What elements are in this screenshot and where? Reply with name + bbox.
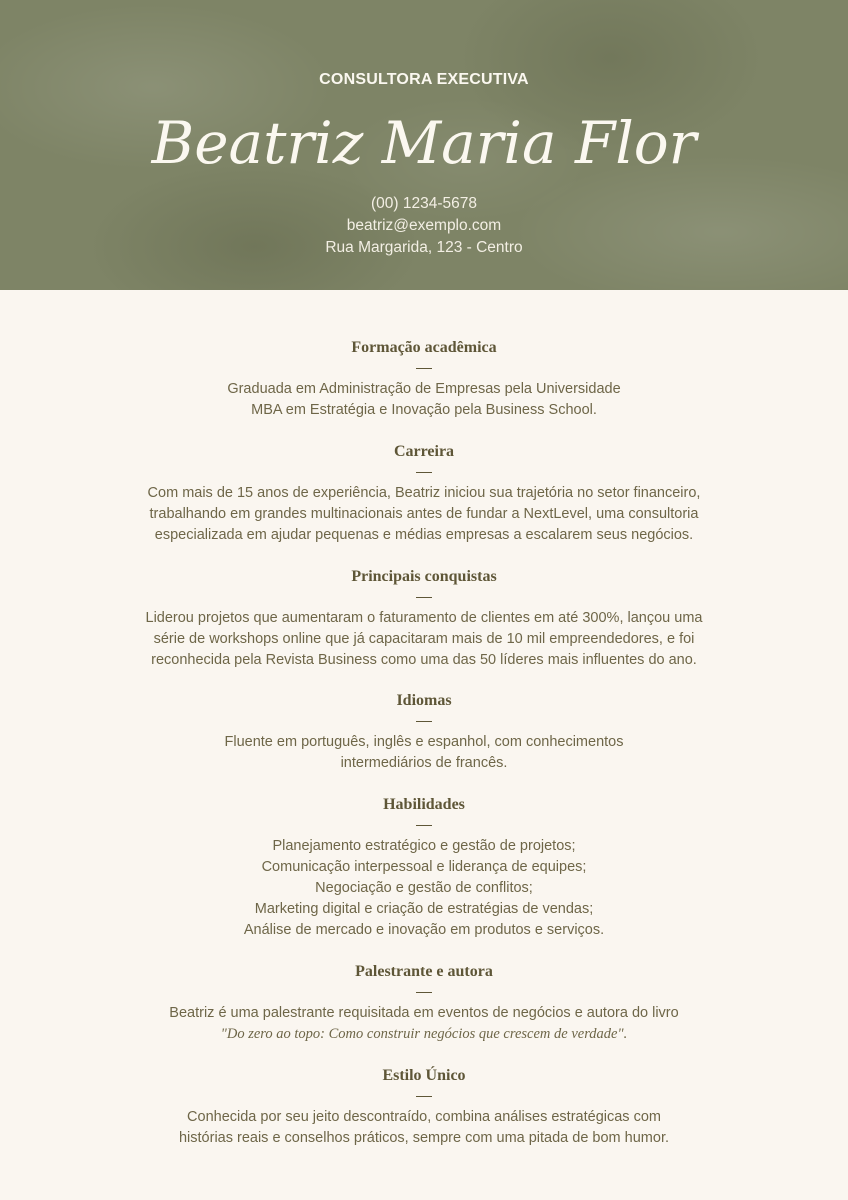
text-line: Planejamento estratégico e gestão de projetos; — [272, 838, 576, 854]
section-divider — [416, 472, 432, 473]
text-line: Fluente em português, inglês e espanhol, com conhecimentos — [224, 734, 624, 750]
section-title: Habilidades — [383, 796, 465, 813]
contact-info — [0, 193, 848, 259]
text-line: Comunicação interpessoal e liderança de equipes; — [261, 859, 587, 875]
section-text — [104, 1003, 744, 1045]
text-line: MBA em Estratégia e Inovação pela Business School. — [251, 402, 597, 418]
section-divider — [416, 368, 432, 369]
text-line: especializada em ajudar pequenas e médias empresas a escalarem seus negócios. — [154, 527, 694, 543]
section-divider — [416, 721, 432, 722]
section-title: Estilo Único — [382, 1067, 466, 1084]
section-speaker — [104, 962, 744, 1045]
text-line: Graduada em Administração de Empresas pela Universidade — [227, 381, 621, 397]
text-line: Análise de mercado e inovação em produtos e serviços. — [243, 922, 605, 938]
section-achievements — [104, 567, 744, 671]
section-text — [104, 1107, 744, 1149]
section-title: Idiomas — [396, 692, 452, 709]
text-line: reconhecida pela Revista Business como uma das 50 líderes mais influentes do ano. — [151, 652, 697, 668]
text-line: Conhecida por seu jeito descontraído, combina análises estratégicas com — [187, 1109, 661, 1125]
section-text — [104, 732, 744, 774]
section-skills — [104, 795, 744, 941]
book-title: "Do zero ao topo: Como construir negócios que crescem de verdade". — [220, 1026, 628, 1042]
section-title: Principais conquistas — [351, 568, 497, 585]
text-line: série de workshops online que já capacitaram mais de 10 mil empreendedores, e foi — [153, 631, 695, 647]
text-line: Marketing digital e criação de estratégias de vendas; — [254, 901, 594, 917]
section-text — [104, 608, 744, 671]
text-line: trabalhando em grandes multinacionais antes de fundar a NextLevel, uma consultoria — [149, 506, 699, 522]
text-line: histórias reais e conselhos práticos, sempre com uma pitada de bom humor. — [178, 1130, 669, 1146]
text-line: Com mais de 15 anos de experiência, Beatriz iniciou sua trajetória no setor financeiro, — [147, 485, 701, 501]
section-languages — [104, 691, 744, 774]
text-line: Negociação e gestão de conflitos; — [315, 880, 533, 896]
text-line: Liderou projetos que aumentaram o faturamento de clientes em até 300%, lançou uma — [145, 610, 703, 626]
section-title: Formação acadêmica — [351, 339, 497, 356]
street-address: Rua Margarida, 123 - Centro — [325, 239, 523, 256]
section-divider — [416, 825, 432, 826]
text-line: Beatriz é uma palestrante requisitada em eventos de negócios e autora do livro — [169, 1005, 679, 1021]
section-title: Palestrante e autora — [355, 963, 493, 980]
section-education — [104, 338, 744, 421]
email-address: beatriz@exemplo.com — [346, 217, 502, 234]
text-line: intermediários de francês. — [340, 755, 508, 771]
job-title: CONSULTORA EXECUTIVA — [319, 71, 529, 88]
section-text — [104, 483, 744, 546]
section-style — [104, 1066, 744, 1149]
section-career — [104, 442, 744, 546]
section-title: Carreira — [393, 443, 455, 460]
resume-body — [0, 290, 848, 1200]
section-text — [104, 379, 744, 421]
phone-number: (00) 1234-5678 — [371, 195, 477, 212]
header-banner — [0, 0, 848, 290]
person-name: Beatriz Maria Flor — [151, 109, 697, 177]
section-text — [104, 836, 744, 941]
section-divider — [416, 1096, 432, 1097]
section-divider — [416, 597, 432, 598]
section-divider — [416, 992, 432, 993]
